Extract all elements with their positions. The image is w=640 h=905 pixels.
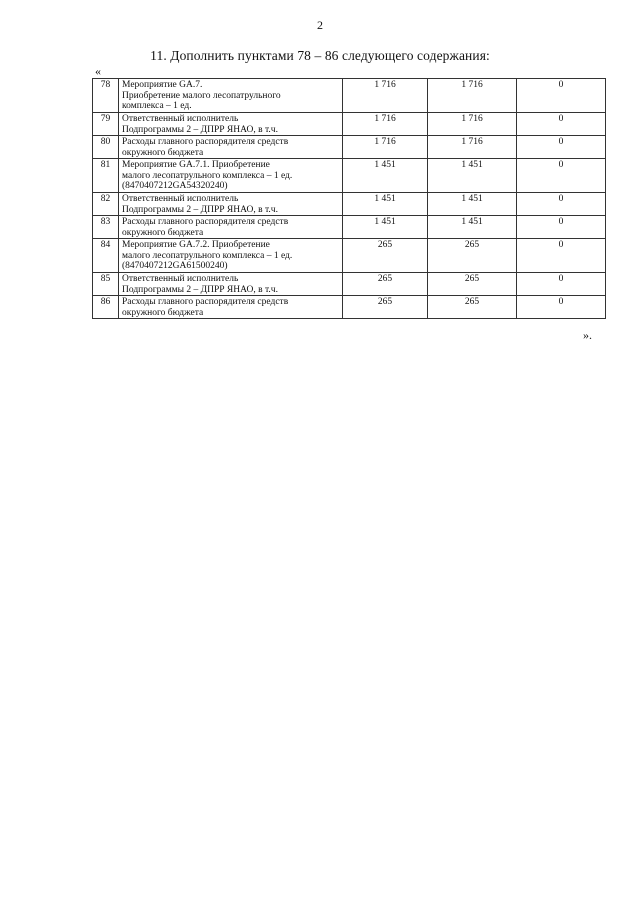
table-row <box>93 136 606 159</box>
closing-quote: ». <box>583 328 592 342</box>
amount-district-budget-cell: 1 716 <box>428 113 517 136</box>
row-description-cell <box>119 239 343 273</box>
description-line: окружного бюджета <box>122 147 204 158</box>
description-line: (8470407212GA61500240) <box>122 261 228 271</box>
description-line: Ответственный исполнитель <box>122 194 239 204</box>
description-line: Расходы главного распорядителя средств <box>122 137 289 147</box>
amendment-table <box>92 78 606 319</box>
amount-other-cell: 0 <box>517 239 606 273</box>
description-line: Мероприятие GA.7.1. Приобретение <box>122 160 270 170</box>
table-row <box>93 296 606 319</box>
amount-total-cell: 265 <box>343 273 428 296</box>
row-description-cell <box>119 113 343 136</box>
description-line: Подпрограммы 2 – ДПРР ЯНАО, в т.ч. <box>122 124 278 135</box>
amount-district-budget-cell: 1 716 <box>428 136 517 159</box>
description-line: малого лесопатрульного комплекса – 1 ед. <box>122 250 293 261</box>
amount-total-cell: 265 <box>343 296 428 319</box>
amount-total-cell: 265 <box>343 239 428 273</box>
amendment-heading: 11. Дополнить пунктами 78 – 86 следующего содержания: <box>150 48 490 63</box>
description-line: Подпрограммы 2 – ДПРР ЯНАО, в т.ч. <box>122 204 278 215</box>
row-number-cell: 79 <box>93 113 119 136</box>
row-description-cell <box>119 136 343 159</box>
amount-district-budget-cell: 1 451 <box>428 193 517 216</box>
page-number: 2 <box>317 18 323 32</box>
row-number-cell: 84 <box>93 239 119 273</box>
description-line: Приобретение малого лесопатрульного <box>122 90 281 101</box>
amount-total-cell: 1 716 <box>343 79 428 113</box>
row-number-cell: 78 <box>93 79 119 113</box>
description-line: Ответственный исполнитель <box>122 274 239 284</box>
description-line: Расходы главного распорядителя средств <box>122 297 289 307</box>
row-description-cell <box>119 159 343 193</box>
amount-total-cell: 1 451 <box>343 216 428 239</box>
row-number-cell: 80 <box>93 136 119 159</box>
table-row <box>93 159 606 193</box>
table-row <box>93 273 606 296</box>
table-row <box>93 113 606 136</box>
row-description-cell <box>119 273 343 296</box>
description-line: Расходы главного распорядителя средств <box>122 217 289 227</box>
amount-district-budget-cell: 1 451 <box>428 216 517 239</box>
description-line: Подпрограммы 2 – ДПРР ЯНАО, в т.ч. <box>122 284 278 295</box>
description-line: Мероприятие GA.7. <box>122 80 203 90</box>
description-line: Ответственный исполнитель <box>122 114 239 124</box>
amount-total-cell: 1 716 <box>343 113 428 136</box>
amount-other-cell: 0 <box>517 113 606 136</box>
amount-district-budget-cell: 265 <box>428 273 517 296</box>
table-row <box>93 79 606 113</box>
row-number-cell: 85 <box>93 273 119 296</box>
row-description-cell <box>119 216 343 239</box>
amount-other-cell: 0 <box>517 136 606 159</box>
description-line: комплекса – 1 ед. <box>122 101 192 111</box>
table-row <box>93 193 606 216</box>
table-row <box>93 216 606 239</box>
row-number-cell: 82 <box>93 193 119 216</box>
description-line: окружного бюджета <box>122 227 204 238</box>
description-line: малого лесопатрульного комплекса – 1 ед. <box>122 170 293 181</box>
amount-district-budget-cell: 265 <box>428 296 517 319</box>
amount-total-cell: 1 451 <box>343 193 428 216</box>
amount-district-budget-cell: 265 <box>428 239 517 273</box>
opening-quote: « <box>95 64 101 78</box>
amount-total-cell: 1 716 <box>343 136 428 159</box>
description-line: (8470407212GA54320240) <box>122 181 228 191</box>
amount-other-cell: 0 <box>517 79 606 113</box>
amount-district-budget-cell: 1 451 <box>428 159 517 193</box>
row-description-cell <box>119 79 343 113</box>
description-line: Мероприятие GA.7.2. Приобретение <box>122 240 270 250</box>
row-number-cell: 81 <box>93 159 119 193</box>
amount-other-cell: 0 <box>517 296 606 319</box>
table-row <box>93 239 606 273</box>
row-number-cell: 86 <box>93 296 119 319</box>
description-line: окружного бюджета <box>122 307 204 318</box>
amount-other-cell: 0 <box>517 273 606 296</box>
amount-district-budget-cell: 1 716 <box>428 79 517 113</box>
amount-other-cell: 0 <box>517 159 606 193</box>
row-number-cell: 83 <box>93 216 119 239</box>
amount-total-cell: 1 451 <box>343 159 428 193</box>
row-description-cell <box>119 296 343 319</box>
row-description-cell <box>119 193 343 216</box>
amount-other-cell: 0 <box>517 216 606 239</box>
amount-other-cell: 0 <box>517 193 606 216</box>
